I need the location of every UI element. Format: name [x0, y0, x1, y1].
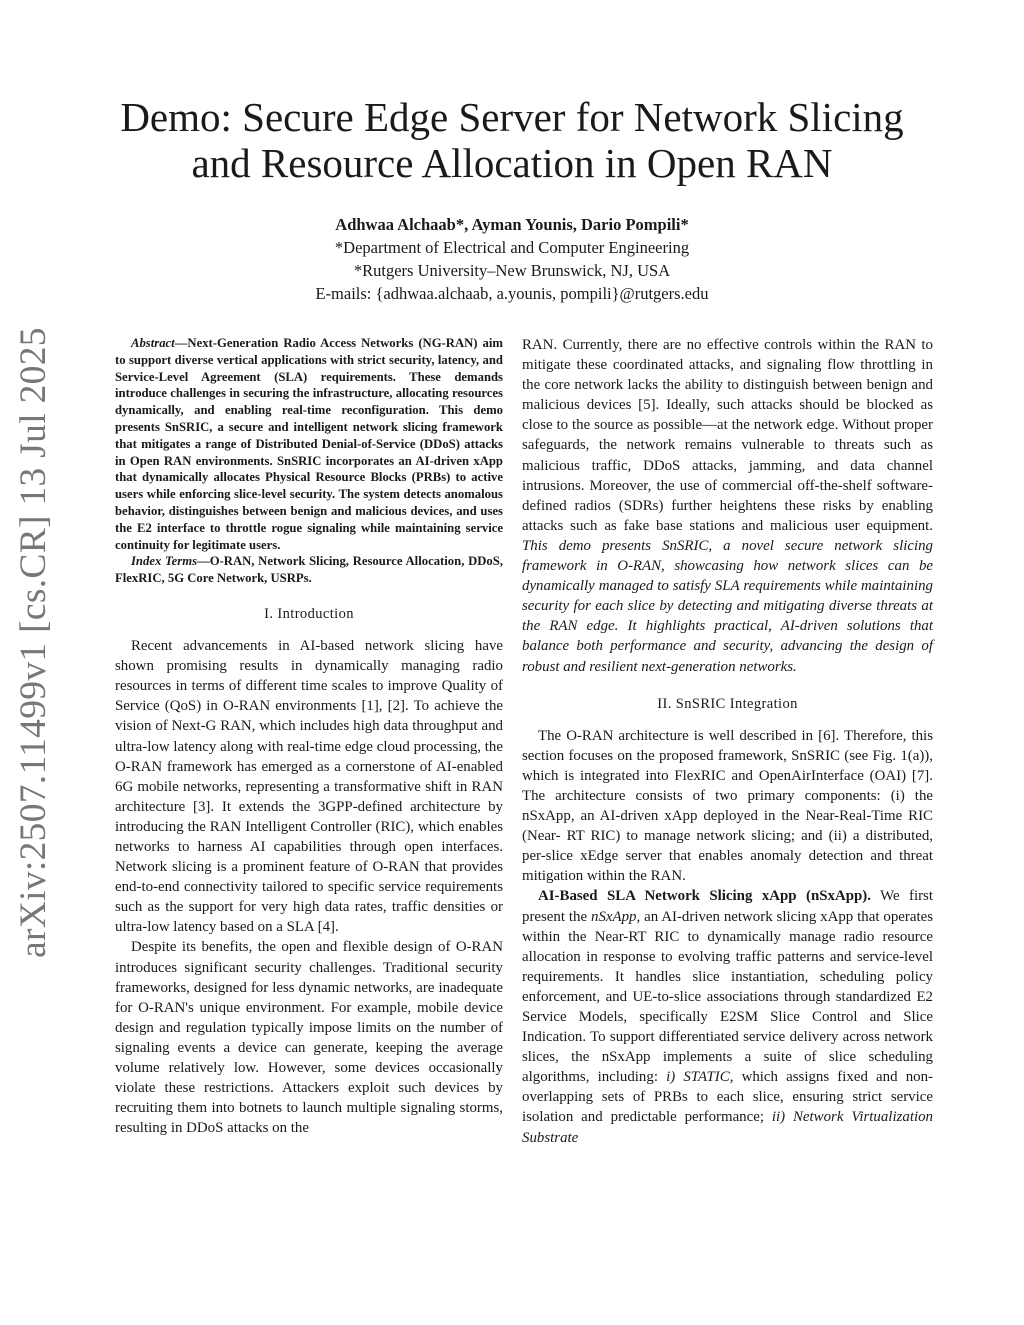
arxiv-identifier: arXiv:2507.11499v1 [cs.CR] 13 Jul 2025 — [13, 327, 54, 958]
left-column — [115, 335, 503, 1138]
intro-paragraph-1: Recent advancements in AI-based network slicing have shown promising results in dynamically managing radio resources in terms of different time scales to improve Quality of Service (QoS) in O-RAN environments [1], [2]. To achieve the vision of Next-G RAN, which includes high data throughput and ultra-low latency along with real-time edge cloud processing, the O-RAN framework has emerged as a cornerstone of AI-enabled 6G mobile networks, representing a transformative shift in RAN architecture [3]. It extends the 3GPP-defined architecture by introducing the RAN Intelligent Controller (RIC), which enables networks to harness AI capabilities through open interfaces. Network slicing is a prominent feature of O-RAN that provides end-to-end connectivity tailored to specific service requirements such as the support for very high data rates, traffic densities or ultra-low latency based on a SLA [4]. — [115, 638, 503, 936]
index-terms — [115, 553, 503, 587]
affiliation-university: *Rutgers University–New Brunswick, NJ, USA — [353, 261, 671, 280]
title-line-2: and Resource Allocation in Open RAN — [191, 140, 833, 186]
static-algorithm-term: i) STATIC — [666, 1069, 730, 1086]
abstract-text: —Next-Generation Radio Access Networks (NG-RAN) aim to support diverse vertical applications with strict security, latency, and Service-Level Agreement (SLA) requirements. These demands introduce challenges in securing the infrastructure, allocating resources dynamically, and enabling real-time reconfiguration. This demo presents SnSRIC, a secure and intelligent network slicing framework that mitigates a range of Distributed Denial-of-Service (DDoS) attacks in Open RAN environments. SnSRIC incorporates an AI-driven xApp that dynamically allocates Physical Resource Blocks (PRBs) to active users while enforcing slice-level security. The system detects anomalous behavior, distinguishes between benign and malicious devices, and uses the E2 interface to throttle rogue signaling while maintaining service continuity for legitimate users. — [115, 336, 503, 552]
abstract-label: Abstract — [131, 336, 175, 350]
author-block — [100, 213, 924, 305]
integration-paragraph-1: The O-RAN architecture is well described in [6]. Therefore, this section focuses on the proposed framework, SnSRIC (see Fig. 1(a)), which is integrated into FlexRIC and OpenAirInterface (OAI) [7]. The architecture consists of two primary components: (i) the nSxApp, an AI-driven xApp deployed in the Near-Real-Time RIC (Near- RT RIC) to manage network slicing; and (ii) a distributed, per-slice xEdge server that enables anomaly detection and threat mitigation within the RAN. — [522, 727, 933, 885]
nsxapp-term: nSxApp — [591, 908, 637, 925]
nsxapp-text-a: We first present the — [522, 888, 933, 925]
section-heading-integration: II. SnSRIC Integration — [657, 695, 798, 712]
nsxapp-text-b: , an AI-driven network slicing xApp that operates within the Near-RT RIC to dynamically manage radio resource allocation in response to evolving traffic patterns and service-level requirements. It handles slice instantiation, scheduling policy enforcement, and UE-to-slice associations through standardized E2 Service Models, specifically E2SM Slice Control and Slice Indication. To support differentiated service delivery across network slices, the nSxApp implements a suite of slice scheduling algorithms, including: — [522, 908, 933, 1086]
nsxapp-text-c: , which assigns fixed and non-overlapping sets of PRBs to each slice, ensuring strict service isolation and predictable performance; — [522, 1069, 933, 1126]
demo-summary-italic: This demo presents SnSRIC, a novel secure network slicing framework in O-RAN, showcasing how network slices can be dynamically managed to satisfy SLA requirements while maintaining security for each slice by detecting and mitigating diverse threats at the RAN edge. It highlights practical, AI-driven solutions that balance both performance and security, advancing the design of robust and resilient next-generation networks. — [522, 537, 933, 675]
integration-paragraph-2 — [522, 886, 933, 1147]
intro-paragraph-2-continued — [522, 335, 933, 677]
right-column — [522, 335, 933, 1148]
affiliation-department: *Department of Electrical and Computer Engineering — [334, 238, 690, 257]
paper-title — [70, 94, 954, 186]
nsxapp-heading: AI-Based SLA Network Slicing xApp (nSxApp). — [538, 888, 871, 905]
section-heading-introduction: I. Introduction — [264, 605, 354, 622]
title-line-1: Demo: Secure Edge Server for Network Slicing — [120, 94, 904, 140]
index-terms-text: —O-RAN, Network Slicing, Resource Allocation, DDoS, FlexRIC, 5G Core Network, USRPs. — [115, 554, 503, 586]
intro-paragraph-2-continued-text: RAN. Currently, there are no effective controls within the RAN to mitigate these coordinated attacks, and signaling flow throttling in the core network lacks the ability to distinguish between benign and malicious devices [5]. Ideally, such attacks should be blocked as close to the source as possible—at the network edge. Without proper safeguards, the network remains vulnerable to threats such as malicious traffic, DDoS attacks, jamming, and data channel intrusions. Moreover, the use of commercial off-the-shelf software-defined radios (SDRs) further heightens these risks by enabling attacks such as fake base stations and malicious user equipment. — [522, 337, 933, 534]
abstract — [115, 335, 503, 553]
author-names: Adhwaa Alchaab*, Ayman Younis, Dario Pompili* — [335, 215, 689, 234]
intro-paragraph-2: Despite its benefits, the open and flexible design of O-RAN introduces significant security challenges. Traditional security frameworks, designed for less dynamic networks, are inadequate for O-RAN's unique environment. For example, mobile device design and regulation typically impose limits on the number of signaling events a device can generate, keeping the average volume relatively low. However, some devices occasionally violate these restrictions. Attackers exploit such devices by recruiting them into botnets to launch multiple signaling storms, resulting in DDoS attacks on the — [115, 939, 503, 1137]
index-terms-label: Index Terms — [131, 554, 198, 569]
nvs-algorithm-term: ii) Network Virtualization Substrate — [522, 1109, 933, 1146]
author-emails: E-mails: {adhwaa.alchaab, a.younis, pompili}@rutgers.edu — [315, 284, 709, 303]
